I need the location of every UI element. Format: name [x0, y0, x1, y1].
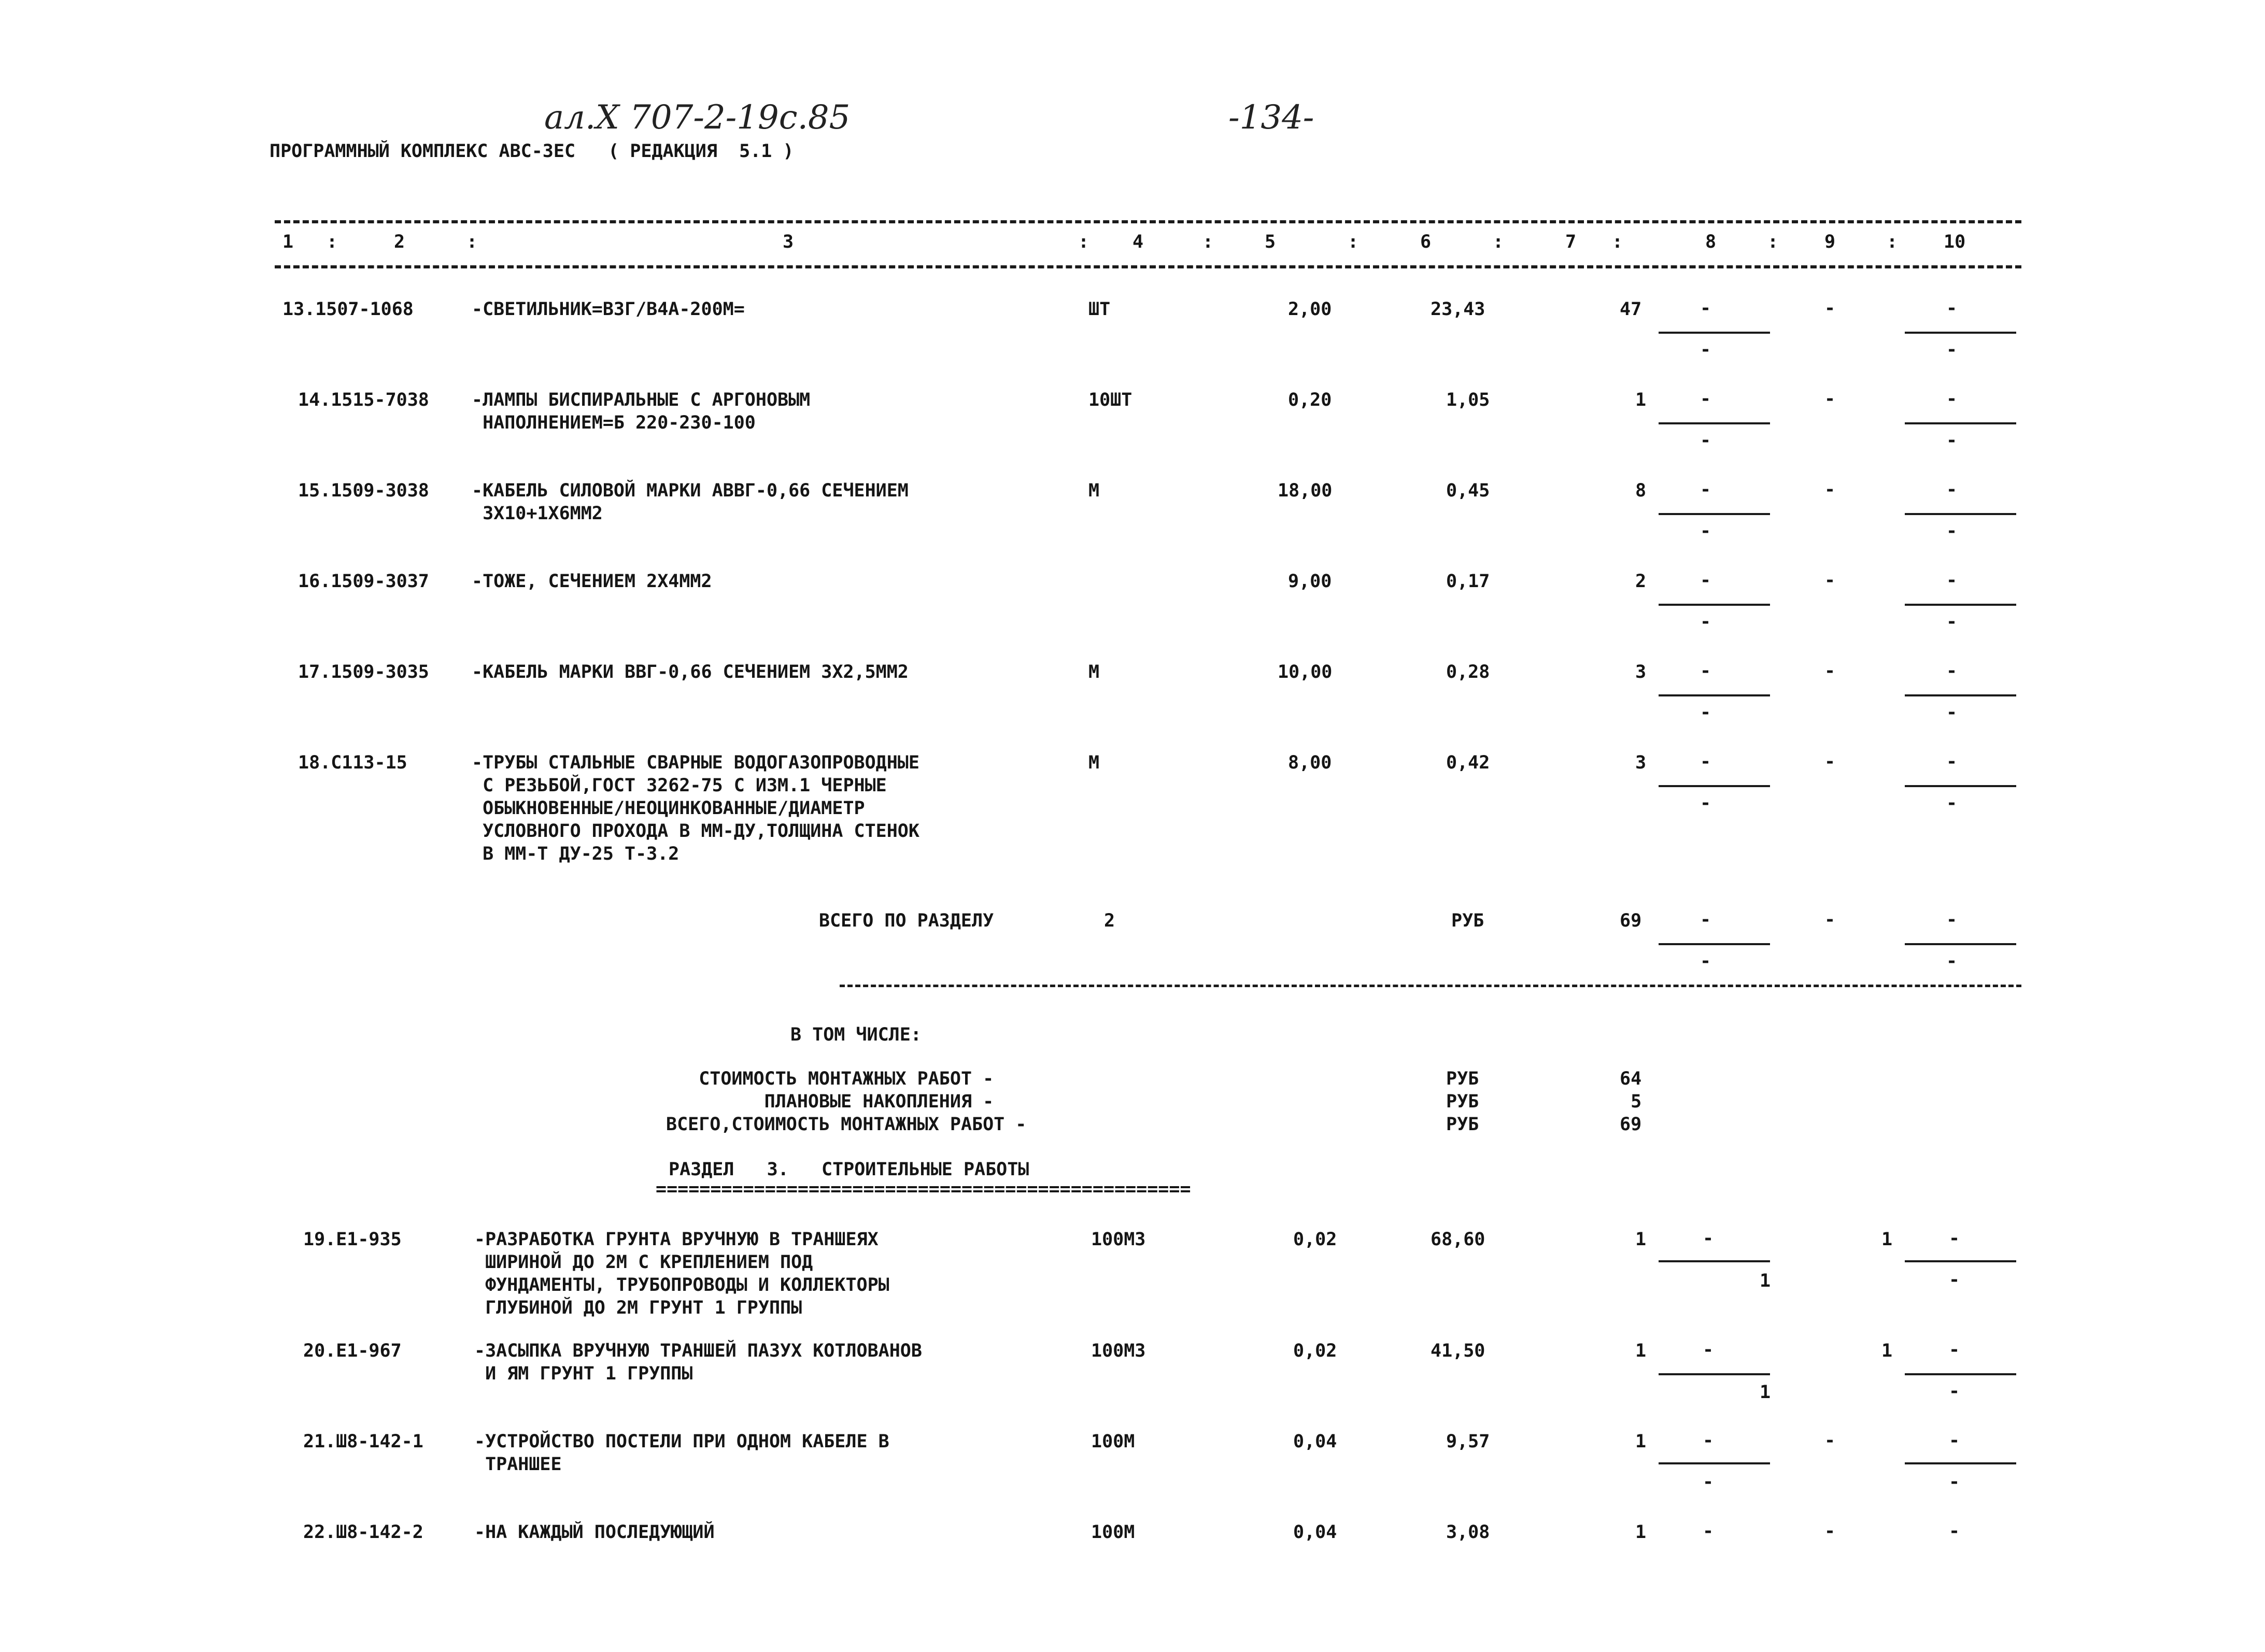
row-16-code: 16.1509-3037 [298, 571, 429, 592]
row-15-underline [1659, 513, 1770, 515]
row-16-underline [1659, 604, 1770, 606]
row-19-price: 68,60 [1431, 1229, 1485, 1250]
column-header-9: 9 [1824, 232, 1836, 252]
row-20-underline [1659, 1373, 1770, 1375]
row-15-total: 8 [1635, 480, 1647, 501]
row-18-price: 0,42 [1446, 752, 1490, 773]
row-22-dash: - [1824, 1521, 1836, 1542]
row-19-quantity: 0,02 [1293, 1229, 1337, 1250]
row-19-col9: 1 [1881, 1229, 1893, 1250]
row-18-dash: - [1946, 793, 1958, 814]
page-number: -134- [1228, 98, 1314, 137]
row-17-dash: - [1700, 702, 1711, 723]
row-13-unit: ШТ [1088, 299, 1111, 320]
row-18-dash: - [1700, 793, 1711, 814]
section-total-dash: - [1946, 951, 1958, 972]
row-14-underline [1659, 422, 1770, 424]
row-13-name: -СВЕТИЛЬНИК=ВЗГ/В4А-200М= [472, 299, 745, 320]
row-18-underline [1659, 785, 1770, 787]
row-19-name: -РАЗРАБОТКА ГРУНТА ВРУЧНУЮ В ТРАНШЕЯХ ШИРИНОЙ ДО 2М С КРЕПЛЕНИЕМ ПОД ФУНДАМЕНТЫ, ТРУБОПРОВОДЫ И КОЛЛЕКТОРЫ ГЛУБИНОЙ ДО 2М ГРУНТ 1 ГРУППЫ [474, 1229, 889, 1318]
row-15-unit: М [1088, 480, 1100, 501]
row-17-unit: М [1088, 662, 1100, 682]
row-19-underline [1659, 1260, 1770, 1262]
row-16-quantity: 9,00 [1288, 571, 1332, 592]
row-21-dash: - [1703, 1472, 1714, 1492]
row-22-unit: 100М [1091, 1522, 1135, 1543]
section-total-rule [840, 985, 2021, 987]
row-13-code: 13.1507-1068 [282, 299, 414, 320]
column-header-6: 6 [1420, 232, 1432, 252]
row-20-col9: 1 [1881, 1341, 1893, 1361]
row-21-dash: - [1824, 1430, 1836, 1451]
row-17-code: 17.1509-3035 [298, 662, 429, 682]
row-22-name: -НА КАЖДЫЙ ПОСЛЕДУЮЩИЙ [474, 1522, 715, 1543]
row-20-underline [1905, 1373, 2016, 1375]
row-14-dash: - [1700, 389, 1711, 409]
section-3-underline: ================================================= [656, 1179, 1191, 1200]
column-header-1: 1 [282, 232, 294, 252]
row-18-dash: - [1824, 751, 1836, 772]
row-15-dash: - [1700, 521, 1711, 542]
section-total-underline [1905, 943, 2016, 945]
section-total-dash: - [1700, 909, 1711, 930]
row-15-price: 0,45 [1446, 480, 1490, 501]
column-header-8: 8 [1705, 232, 1717, 252]
row-20-quantity: 0,02 [1293, 1341, 1337, 1361]
header-rule-bottom [275, 265, 2021, 268]
row-19-dash: - [1703, 1228, 1714, 1249]
row-16-dash: - [1700, 570, 1711, 591]
row-17-total: 3 [1635, 662, 1647, 682]
row-17-dash: - [1946, 702, 1958, 723]
row-20-dash: - [1949, 1340, 1960, 1360]
row-17-underline [1659, 694, 1770, 696]
row-14-dash: - [1946, 430, 1958, 451]
row-14-underline [1905, 422, 2016, 424]
row-17-underline [1905, 694, 2016, 696]
row-14-dash: - [1700, 430, 1711, 451]
breakdown-labels: СТОИМОСТЬ МОНТАЖНЫХ РАБОТ - ПЛАНОВЫЕ НАКОПЛЕНИЯ - ВСЕГО,СТОИМОСТЬ МОНТАЖНЫХ РАБОТ - [666, 1069, 1027, 1135]
row-22-total: 1 [1635, 1522, 1647, 1543]
row-22-quantity: 0,04 [1293, 1522, 1337, 1543]
row-20-dash: - [1703, 1340, 1714, 1360]
row-21-unit: 100М [1091, 1431, 1135, 1452]
row-21-dash: - [1949, 1472, 1960, 1492]
row-15-name: -КАБЕЛЬ СИЛОВОЙ МАРКИ АВВГ-0,66 СЕЧЕНИЕМ 3Х10+1Х6ММ2 [472, 480, 909, 524]
row-15-dash: - [1946, 479, 1958, 500]
column-header-4: 4 [1133, 232, 1144, 252]
section-total-number: 2 [1104, 910, 1115, 931]
row-17-name: -КАБЕЛЬ МАРКИ ВВГ-0,66 СЕЧЕНИЕМ 3Х2,5ММ2 [472, 662, 909, 682]
row-14-total: 1 [1635, 390, 1647, 410]
row-19-dash: - [1949, 1228, 1960, 1249]
section-total-dash: - [1700, 951, 1711, 972]
row-21-underline [1659, 1462, 1770, 1464]
row-20-unit: 100М3 [1091, 1341, 1146, 1361]
column-separator: : [1348, 232, 1359, 252]
row-20-total: 1 [1635, 1341, 1647, 1361]
row-16-price: 0,17 [1446, 571, 1490, 592]
row-14-name: -ЛАМПЫ БИСПИРАЛЬНЫЕ С АРГОНОВЫМ НАПОЛНЕНИЕМ=Б 220-230-100 [472, 390, 811, 433]
row-19-total: 1 [1635, 1229, 1647, 1250]
row-20-code: 20.Е1-967 [303, 1341, 402, 1361]
row-13-dash: - [1946, 298, 1958, 319]
row-16-name: -ТОЖЕ, СЕЧЕНИЕМ 2Х4ММ2 [472, 571, 712, 592]
row-13-underline [1659, 332, 1770, 334]
row-15-dash: - [1824, 479, 1836, 500]
program-title: ПРОГРАММНЫЙ КОМПЛЕКС АВС-3ЕС ( РЕДАКЦИЯ 5.1 ) [270, 141, 794, 162]
row-15-dash: - [1700, 479, 1711, 500]
row-15-code: 15.1509-3038 [298, 480, 429, 501]
column-separator: : [327, 232, 338, 252]
breakdown-values: 64 5 69 [1620, 1069, 1642, 1135]
row-14-quantity: 0,20 [1288, 390, 1332, 410]
row-21-dash: - [1703, 1430, 1714, 1451]
section-total-label: ВСЕГО ПО РАЗДЕЛУ [819, 910, 994, 931]
section-3-heading: РАЗДЕЛ 3. СТРОИТЕЛЬНЫЕ РАБОТЫ [669, 1159, 1029, 1180]
row-21-dash: - [1949, 1430, 1960, 1451]
row-15-dash: - [1946, 521, 1958, 542]
row-19-dash: - [1949, 1270, 1960, 1290]
row-13-total: 47 [1620, 299, 1642, 320]
row-18-total: 3 [1635, 752, 1647, 773]
row-22-dash: - [1703, 1521, 1714, 1542]
row-22-dash: - [1949, 1521, 1960, 1542]
column-separator: : [466, 232, 478, 252]
album-reference: ал.X 707-2-19с.85 [544, 98, 851, 137]
row-17-quantity: 10,00 [1278, 662, 1333, 682]
row-17-dash: - [1824, 661, 1836, 681]
row-13-underline [1905, 332, 2016, 334]
column-header-3: 3 [783, 232, 794, 252]
column-header-7: 7 [1565, 232, 1577, 252]
row-17-dash: - [1700, 661, 1711, 681]
row-18-underline [1905, 785, 2016, 787]
row-18-code: 18.С113-15 [298, 752, 407, 773]
row-18-unit: М [1088, 752, 1100, 773]
column-separator: : [1887, 232, 1898, 252]
column-header-5: 5 [1265, 232, 1276, 252]
row-19-underline [1905, 1260, 2016, 1262]
column-separator: : [1493, 232, 1504, 252]
row-19-unit: 100М3 [1091, 1229, 1146, 1250]
row-16-dash: - [1700, 611, 1711, 632]
row-16-dash: - [1824, 570, 1836, 591]
row-21-underline [1905, 1462, 2016, 1464]
section-total-dash: - [1824, 909, 1836, 930]
column-separator: : [1767, 232, 1779, 252]
row-20-name: -ЗАСЫПКА ВРУЧНУЮ ТРАНШЕЙ ПАЗУХ КОТЛОВАНОВ И ЯМ ГРУНТ 1 ГРУППЫ [474, 1341, 922, 1384]
row-18-dash: - [1700, 751, 1711, 772]
including-heading: В ТОМ ЧИСЛЕ: [790, 1024, 922, 1045]
column-header-2: 2 [394, 232, 405, 252]
section-total-dash: - [1946, 909, 1958, 930]
row-15-quantity: 18,00 [1278, 480, 1333, 501]
row-22-code: 22.Ш8-142-2 [303, 1522, 423, 1543]
row-18-dash: - [1946, 751, 1958, 772]
row-19-col8-lower: 1 [1760, 1271, 1771, 1291]
row-21-quantity: 0,04 [1293, 1431, 1337, 1452]
row-21-name: -УСТРОЙСТВО ПОСТЕЛИ ПРИ ОДНОМ КАБЕЛЕ В ТРАНШЕЕ [474, 1431, 889, 1475]
section-total-unit: РУБ [1451, 910, 1484, 931]
row-21-code: 21.Ш8-142-1 [303, 1431, 423, 1452]
row-21-total: 1 [1635, 1431, 1647, 1452]
row-14-dash: - [1946, 389, 1958, 409]
row-17-price: 0,28 [1446, 662, 1490, 682]
row-20-col8-lower: 1 [1760, 1382, 1771, 1403]
row-13-price: 23,43 [1431, 299, 1485, 320]
row-19-code: 19.Е1-935 [303, 1229, 402, 1250]
column-separator: : [1202, 232, 1214, 252]
row-21-price: 9,57 [1446, 1431, 1490, 1452]
breakdown-units: РУБ РУБ РУБ [1446, 1069, 1479, 1135]
row-14-code: 14.1515-7038 [298, 390, 429, 410]
section-total-value: 69 [1620, 910, 1642, 931]
row-13-dash: - [1946, 339, 1958, 360]
column-separator: : [1078, 232, 1089, 252]
row-14-price: 1,05 [1446, 390, 1490, 410]
row-17-dash: - [1946, 661, 1958, 681]
row-20-dash: - [1949, 1381, 1960, 1402]
row-18-quantity: 8,00 [1288, 752, 1332, 773]
row-18-name: -ТРУБЫ СТАЛЬНЫЕ СВАРНЫЕ ВОДОГАЗОПРОВОДНЫЕ С РЕЗЬБОЙ,ГОСТ 3262-75 С ИЗМ.1 ЧЕРНЫЕ ОБЫКНОВЕННЫЕ/НЕОЦИНКОВАННЫЕ/ДИАМЕТР УСЛОВНОГО ПРОХОДА В ММ-ДУ,ТОЛЩИНА СТЕНОК В ММ-Т ДУ-25 Т-3.2 [472, 752, 919, 864]
row-13-dash: - [1824, 298, 1836, 319]
row-13-quantity: 2,00 [1288, 299, 1332, 320]
row-15-underline [1905, 513, 2016, 515]
row-14-dash: - [1824, 389, 1836, 409]
row-16-underline [1905, 604, 2016, 606]
header-rule-top [275, 220, 2021, 223]
row-13-dash: - [1700, 339, 1711, 360]
row-16-dash: - [1946, 611, 1958, 632]
row-16-total: 2 [1635, 571, 1647, 592]
row-22-price: 3,08 [1446, 1522, 1490, 1543]
row-13-dash: - [1700, 298, 1711, 319]
column-separator: : [1612, 232, 1623, 252]
section-total-underline [1659, 943, 1770, 945]
row-16-dash: - [1946, 570, 1958, 591]
row-20-price: 41,50 [1431, 1341, 1485, 1361]
row-14-unit: 10ШТ [1088, 390, 1133, 410]
column-header-10: 10 [1944, 232, 1966, 252]
